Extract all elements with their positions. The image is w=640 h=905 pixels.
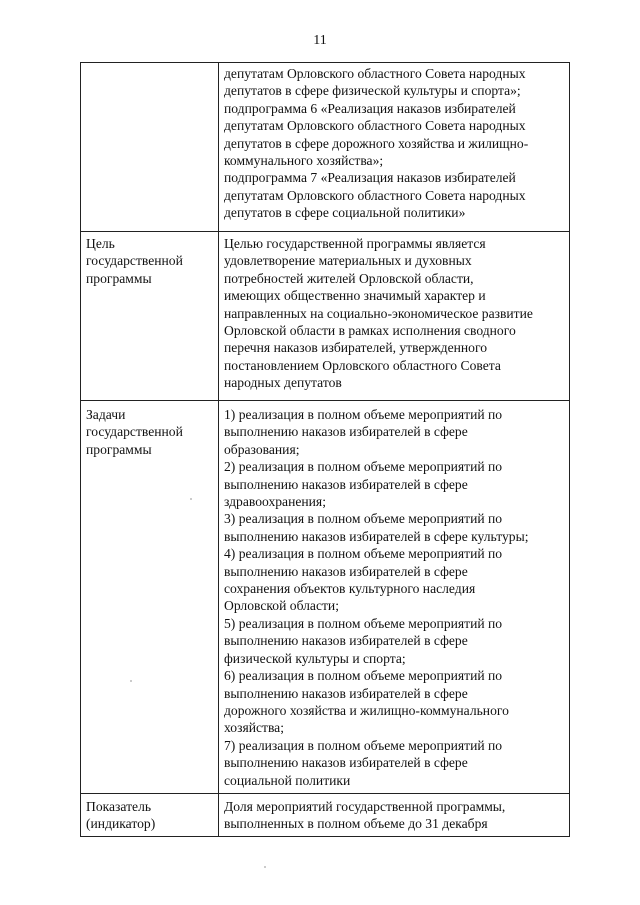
- text-line: выполнению наказов избирателей в сфере: [224, 424, 468, 440]
- row-label-empty: [81, 63, 219, 232]
- text-line: выполнению наказов избирателей в сфере: [224, 563, 468, 579]
- table-row-indicator: [81, 794, 570, 837]
- text-line: депутатов в сфере социальной политики»: [224, 205, 466, 221]
- text-line: постановлением Орловского областного Совета: [224, 357, 501, 373]
- text-line: выполнению наказов избирателей в сфере культуры;: [224, 528, 529, 544]
- text-line: коммунального хозяйства»;: [224, 153, 384, 169]
- text-line: выполнению наказов избирателей в сфере: [224, 755, 468, 771]
- text-line: потребностей жителей Орловской области,: [224, 270, 474, 286]
- text-line: Целью государственной программы является: [224, 236, 486, 251]
- subprograms-cell: [219, 63, 570, 232]
- text-line: выполнению наказов избирателей в сфере: [224, 633, 468, 649]
- text-line: 7) реализация в полном объеме мероприятий по: [224, 737, 503, 753]
- text-line: депутатам Орловского областного Совета народных: [224, 187, 526, 203]
- text-line: выполнению наказов избирателей в сфере: [224, 685, 468, 701]
- row-label: Показатель: [86, 799, 152, 814]
- text-line: подпрограмма 6 «Реализация наказов избирателей: [224, 100, 516, 116]
- text-line: 4) реализация в полном объеме мероприятий по: [224, 546, 503, 562]
- row-label: государственной: [86, 424, 183, 440]
- text-line: депутатам Орловского областного Совета народных: [224, 66, 526, 81]
- text-line: хозяйства;: [224, 720, 284, 736]
- text-line: сохранения объектов культурного наследия: [224, 581, 476, 597]
- text-line: подпрограмма 7 «Реализация наказов избирателей: [224, 170, 516, 186]
- text-line: направленных на социально-экономическое развитие: [224, 305, 533, 321]
- text-line: 2) реализация в полном объеме мероприятий по: [224, 459, 503, 475]
- row-label: программы: [86, 441, 152, 457]
- scan-speck: [264, 866, 266, 868]
- text-line: перечня наказов избирателей, утвержденного: [224, 340, 488, 356]
- goal-text-cell: [219, 232, 570, 401]
- indicator-text-cell: [219, 794, 570, 837]
- scan-speck: [130, 680, 132, 682]
- row-label: Задачи: [86, 407, 126, 422]
- text-line: имеющих общественно значимый характер и: [224, 288, 486, 304]
- text-line: депутатов в сфере физической культуры и спорта»;: [224, 83, 521, 99]
- tasks-label-cell: [81, 401, 219, 794]
- text-line: образования;: [224, 441, 300, 457]
- program-passport-table: [80, 62, 570, 837]
- text-line: Доля мероприятий государственной программы,: [224, 799, 506, 814]
- text-line: удовлетворение материальных и духовных: [224, 253, 472, 269]
- table-row-goal: [81, 232, 570, 401]
- text-line: выполнению наказов избирателей в сфере: [224, 476, 468, 492]
- text-line: 5) реализация в полном объеме мероприятий по: [224, 615, 503, 631]
- tasks-text-cell: [219, 401, 570, 794]
- scan-speck: [190, 498, 192, 500]
- text-line: 6) реализация в полном объеме мероприятий по: [224, 668, 503, 684]
- text-line: Орловской области в рамках исполнения сводного: [224, 323, 516, 339]
- text-line: депутатов в сфере дорожного хозяйства и жилищно-: [224, 135, 529, 151]
- text-line: 3) реализация в полном объеме мероприятий по: [224, 511, 503, 527]
- text-line: социальной политики: [224, 772, 351, 788]
- text-line: депутатам Орловского областного Совета народных: [224, 118, 526, 134]
- goal-label-cell: [81, 232, 219, 401]
- row-label: Цель: [86, 236, 115, 251]
- text-line: физической культуры и спорта;: [224, 650, 406, 666]
- row-label: государственной: [86, 253, 183, 269]
- text-line: здравоохранения;: [224, 494, 326, 510]
- row-label: (индикатор): [86, 816, 156, 832]
- row-label: программы: [86, 270, 152, 286]
- text-line: Орловской области;: [224, 598, 339, 614]
- table-row-subprograms-continued: [81, 63, 570, 232]
- text-line: выполненных в полном объеме до 31 декабря: [224, 816, 488, 832]
- page-number: 11: [313, 33, 327, 48]
- text-line: народных депутатов: [224, 375, 342, 391]
- text-line: 1) реализация в полном объеме мероприятий по: [224, 407, 503, 422]
- text-line: дорожного хозяйства и жилищно-коммунального: [224, 702, 509, 718]
- table-row-tasks: [81, 401, 570, 794]
- indicator-label-cell: [81, 794, 219, 837]
